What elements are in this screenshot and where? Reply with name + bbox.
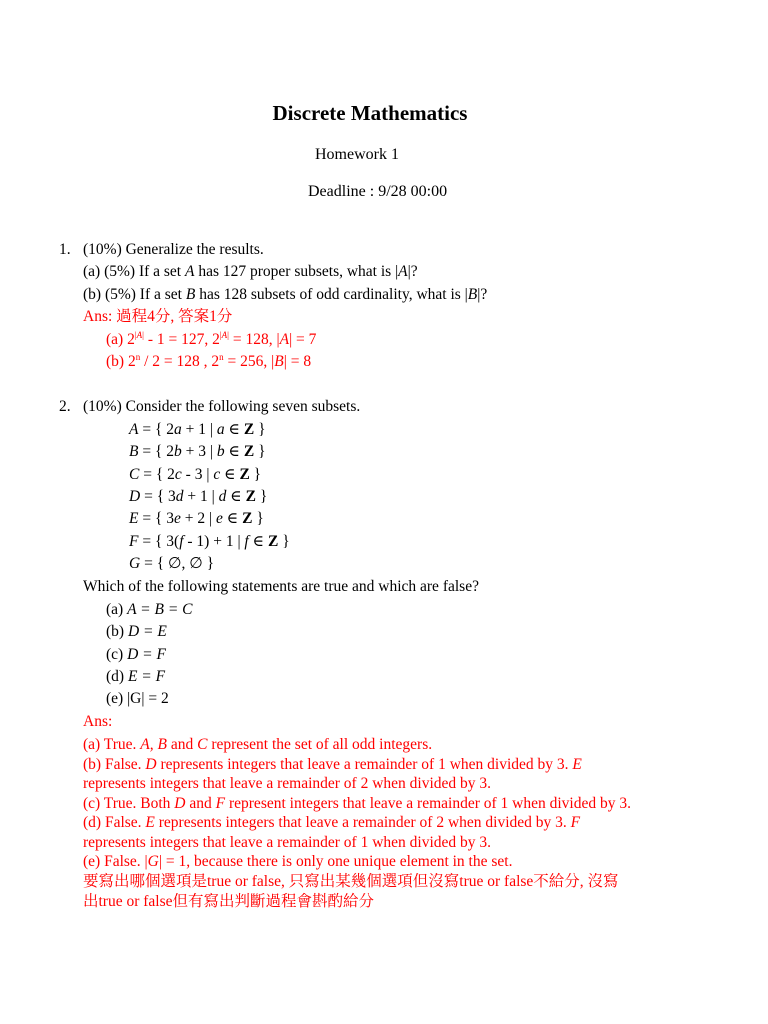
text: = { ∅, ∅ } — [140, 555, 215, 572]
text: = 128, | — [228, 331, 280, 348]
q1-part-a — [83, 262, 418, 282]
text: - 1 = 127, 2 — [143, 331, 220, 348]
var: e — [174, 510, 181, 527]
statement — [106, 689, 169, 709]
text: + 3 | — [181, 443, 217, 460]
deadline-text: Deadline : 9/28 00:00 — [308, 183, 448, 200]
integers-symbol: Z — [267, 533, 279, 550]
q1-answer-a — [106, 330, 316, 350]
var: A — [398, 263, 408, 280]
set-definition — [129, 442, 266, 462]
var: B — [274, 353, 284, 370]
set-definition — [129, 487, 267, 507]
text: represents integers that leave a remainder of 2 when divided by 3. — [154, 814, 571, 831]
var: b — [216, 443, 225, 460]
statement-label: (e) — [106, 690, 128, 707]
text: = { 2 — [138, 421, 175, 438]
statement-label: (c) — [106, 646, 128, 663]
var: B — [185, 286, 196, 303]
var: D — [145, 756, 157, 773]
text: (c) True. Both — [83, 795, 175, 812]
text: | = 8 — [283, 353, 312, 370]
statement-label: (b) — [106, 623, 128, 640]
var: E — [572, 756, 582, 773]
var: f — [179, 533, 184, 550]
set-definition — [129, 509, 264, 529]
set-name: G — [129, 555, 141, 572]
q1-prompt: (10%) Generalize the results. — [83, 241, 264, 258]
statement-label: (d) — [106, 668, 128, 685]
set-name: A — [129, 421, 139, 438]
statement-text: A = B = C — [127, 601, 193, 618]
q1-part-b — [83, 285, 487, 305]
answer-c — [83, 794, 631, 814]
statement — [106, 622, 167, 642]
answer-e — [83, 852, 512, 872]
text: ∈ — [220, 466, 240, 483]
text: ∈ — [222, 510, 243, 527]
var: a — [174, 421, 182, 438]
text: ∈ — [226, 488, 246, 505]
text: represent integers that leave a remainder of 1 when divided by 3. — [225, 795, 631, 812]
var: A — [279, 331, 290, 348]
var: E — [145, 814, 155, 831]
text: ∈ — [224, 421, 244, 438]
statement-label: (a) — [106, 601, 128, 618]
text: (d) False. — [83, 814, 146, 831]
set-definition — [129, 532, 290, 552]
q2-answer-label: Ans: — [83, 713, 113, 730]
text: } — [255, 488, 268, 505]
text: / 2 = 128 , 2 — [140, 353, 220, 370]
var: d — [175, 488, 184, 505]
text: ∈ — [224, 443, 244, 460]
statement-text: |G| = 2 — [127, 690, 169, 707]
statement — [106, 600, 193, 620]
var: a — [216, 421, 225, 438]
statement — [106, 667, 165, 687]
text: has 127 proper subsets, what is | — [194, 263, 399, 280]
set-name: E — [129, 510, 139, 527]
q1-number: 1. — [59, 241, 71, 258]
integers-symbol: Z — [243, 443, 255, 460]
text: | = 1, because there is only one unique element in the set. — [158, 853, 513, 870]
var: D — [174, 795, 186, 812]
text: (b) False. — [83, 756, 146, 773]
text: represents integers that leave a remainder of 1 when divided by 3. — [156, 756, 573, 773]
statement-text: D = F — [127, 646, 166, 663]
var: F — [215, 795, 226, 812]
exponent: n — [135, 351, 141, 362]
text: = { 3( — [138, 533, 180, 550]
text: } — [252, 510, 264, 527]
text: = { 2 — [138, 443, 175, 460]
statement-text: E = F — [127, 668, 166, 685]
set-name: B — [129, 443, 139, 460]
text: ∈ — [248, 533, 268, 550]
integers-symbol: Z — [243, 421, 255, 438]
set-definition-g — [129, 554, 214, 574]
var: d — [218, 488, 227, 505]
set-definition — [129, 420, 266, 440]
text: = 256, | — [223, 353, 275, 370]
text: + 1 | — [183, 488, 219, 505]
text: (e) False. | — [83, 853, 148, 870]
var: c — [174, 466, 182, 483]
var: A — [221, 329, 228, 340]
answer-b — [83, 755, 582, 775]
text: } — [278, 533, 290, 550]
text: (a) 2 — [106, 331, 135, 348]
grading-note-line-2: 出true or false但有寫出判斷過程會斟酌給分 — [83, 893, 375, 910]
text: | = 7 — [289, 331, 317, 348]
q1-answer-b — [106, 352, 311, 372]
var: f — [244, 533, 249, 550]
var: A — [184, 263, 195, 280]
text: } — [249, 466, 262, 483]
text: and — [185, 795, 216, 812]
var: e — [216, 510, 223, 527]
text: (b) 2 — [106, 353, 136, 370]
text: + 1 | — [181, 421, 217, 438]
text: - 1) + 1 | — [183, 533, 245, 550]
q2-number: 2. — [59, 398, 71, 415]
answer-d-cont: represents integers that leave a remainder of 1 when divided by 3. — [83, 834, 492, 851]
homework-subtitle: Homework 1 — [315, 146, 399, 163]
text: - 3 | — [181, 466, 214, 483]
q2-question: Which of the following statements are true and which are false? — [83, 578, 479, 595]
var: A, B — [140, 736, 167, 753]
set-name: C — [129, 466, 140, 483]
page-title: Discrete Mathematics — [272, 101, 468, 125]
integers-symbol: Z — [245, 488, 256, 505]
answer-d — [83, 813, 580, 833]
set-name: F — [129, 533, 139, 550]
text: |? — [407, 263, 418, 280]
answer-b-cont: represents integers that leave a remainder of 2 when divided by 3. — [83, 775, 492, 792]
var: c — [213, 466, 221, 483]
text: (a) True. — [83, 736, 141, 753]
exponent: n — [219, 351, 224, 362]
text: has 128 subsets of odd cardinality, what is | — [195, 286, 468, 303]
answer-a — [83, 735, 432, 755]
set-definition — [129, 465, 261, 485]
text: + 2 | — [180, 510, 217, 527]
exponent: |A| — [219, 329, 229, 340]
exponent: |A| — [134, 329, 144, 340]
var: B — [467, 286, 478, 303]
integers-symbol: Z — [242, 510, 253, 527]
text: = { 3 — [138, 510, 175, 527]
text: } — [254, 421, 266, 438]
text: = { 2 — [139, 466, 175, 483]
var: b — [174, 443, 182, 460]
q2-prompt: (10%) Consider the following seven subsets. — [83, 398, 361, 415]
set-name: D — [129, 488, 141, 505]
var: F — [570, 814, 581, 831]
text: represent the set of all odd integers. — [207, 736, 433, 753]
text: and — [166, 736, 198, 753]
text: |? — [477, 286, 488, 303]
integers-symbol: Z — [239, 466, 250, 483]
q1-answer-label: Ans: 過程4分, 答案1分 — [83, 308, 233, 325]
text: (b) (5%) If a set — [83, 286, 186, 303]
text: } — [254, 443, 266, 460]
var: C — [197, 736, 208, 753]
var: A — [136, 329, 143, 340]
grading-note-line-1: 要寫出哪個選項是true or false, 只寫出某幾個選項但沒寫true or false不給分, 沒寫 — [83, 873, 619, 890]
text: (a) (5%) If a set — [83, 263, 185, 280]
text: = { 3 — [140, 488, 176, 505]
var: G — [147, 853, 159, 870]
statement-text: D = E — [127, 623, 167, 640]
statement — [106, 645, 166, 665]
